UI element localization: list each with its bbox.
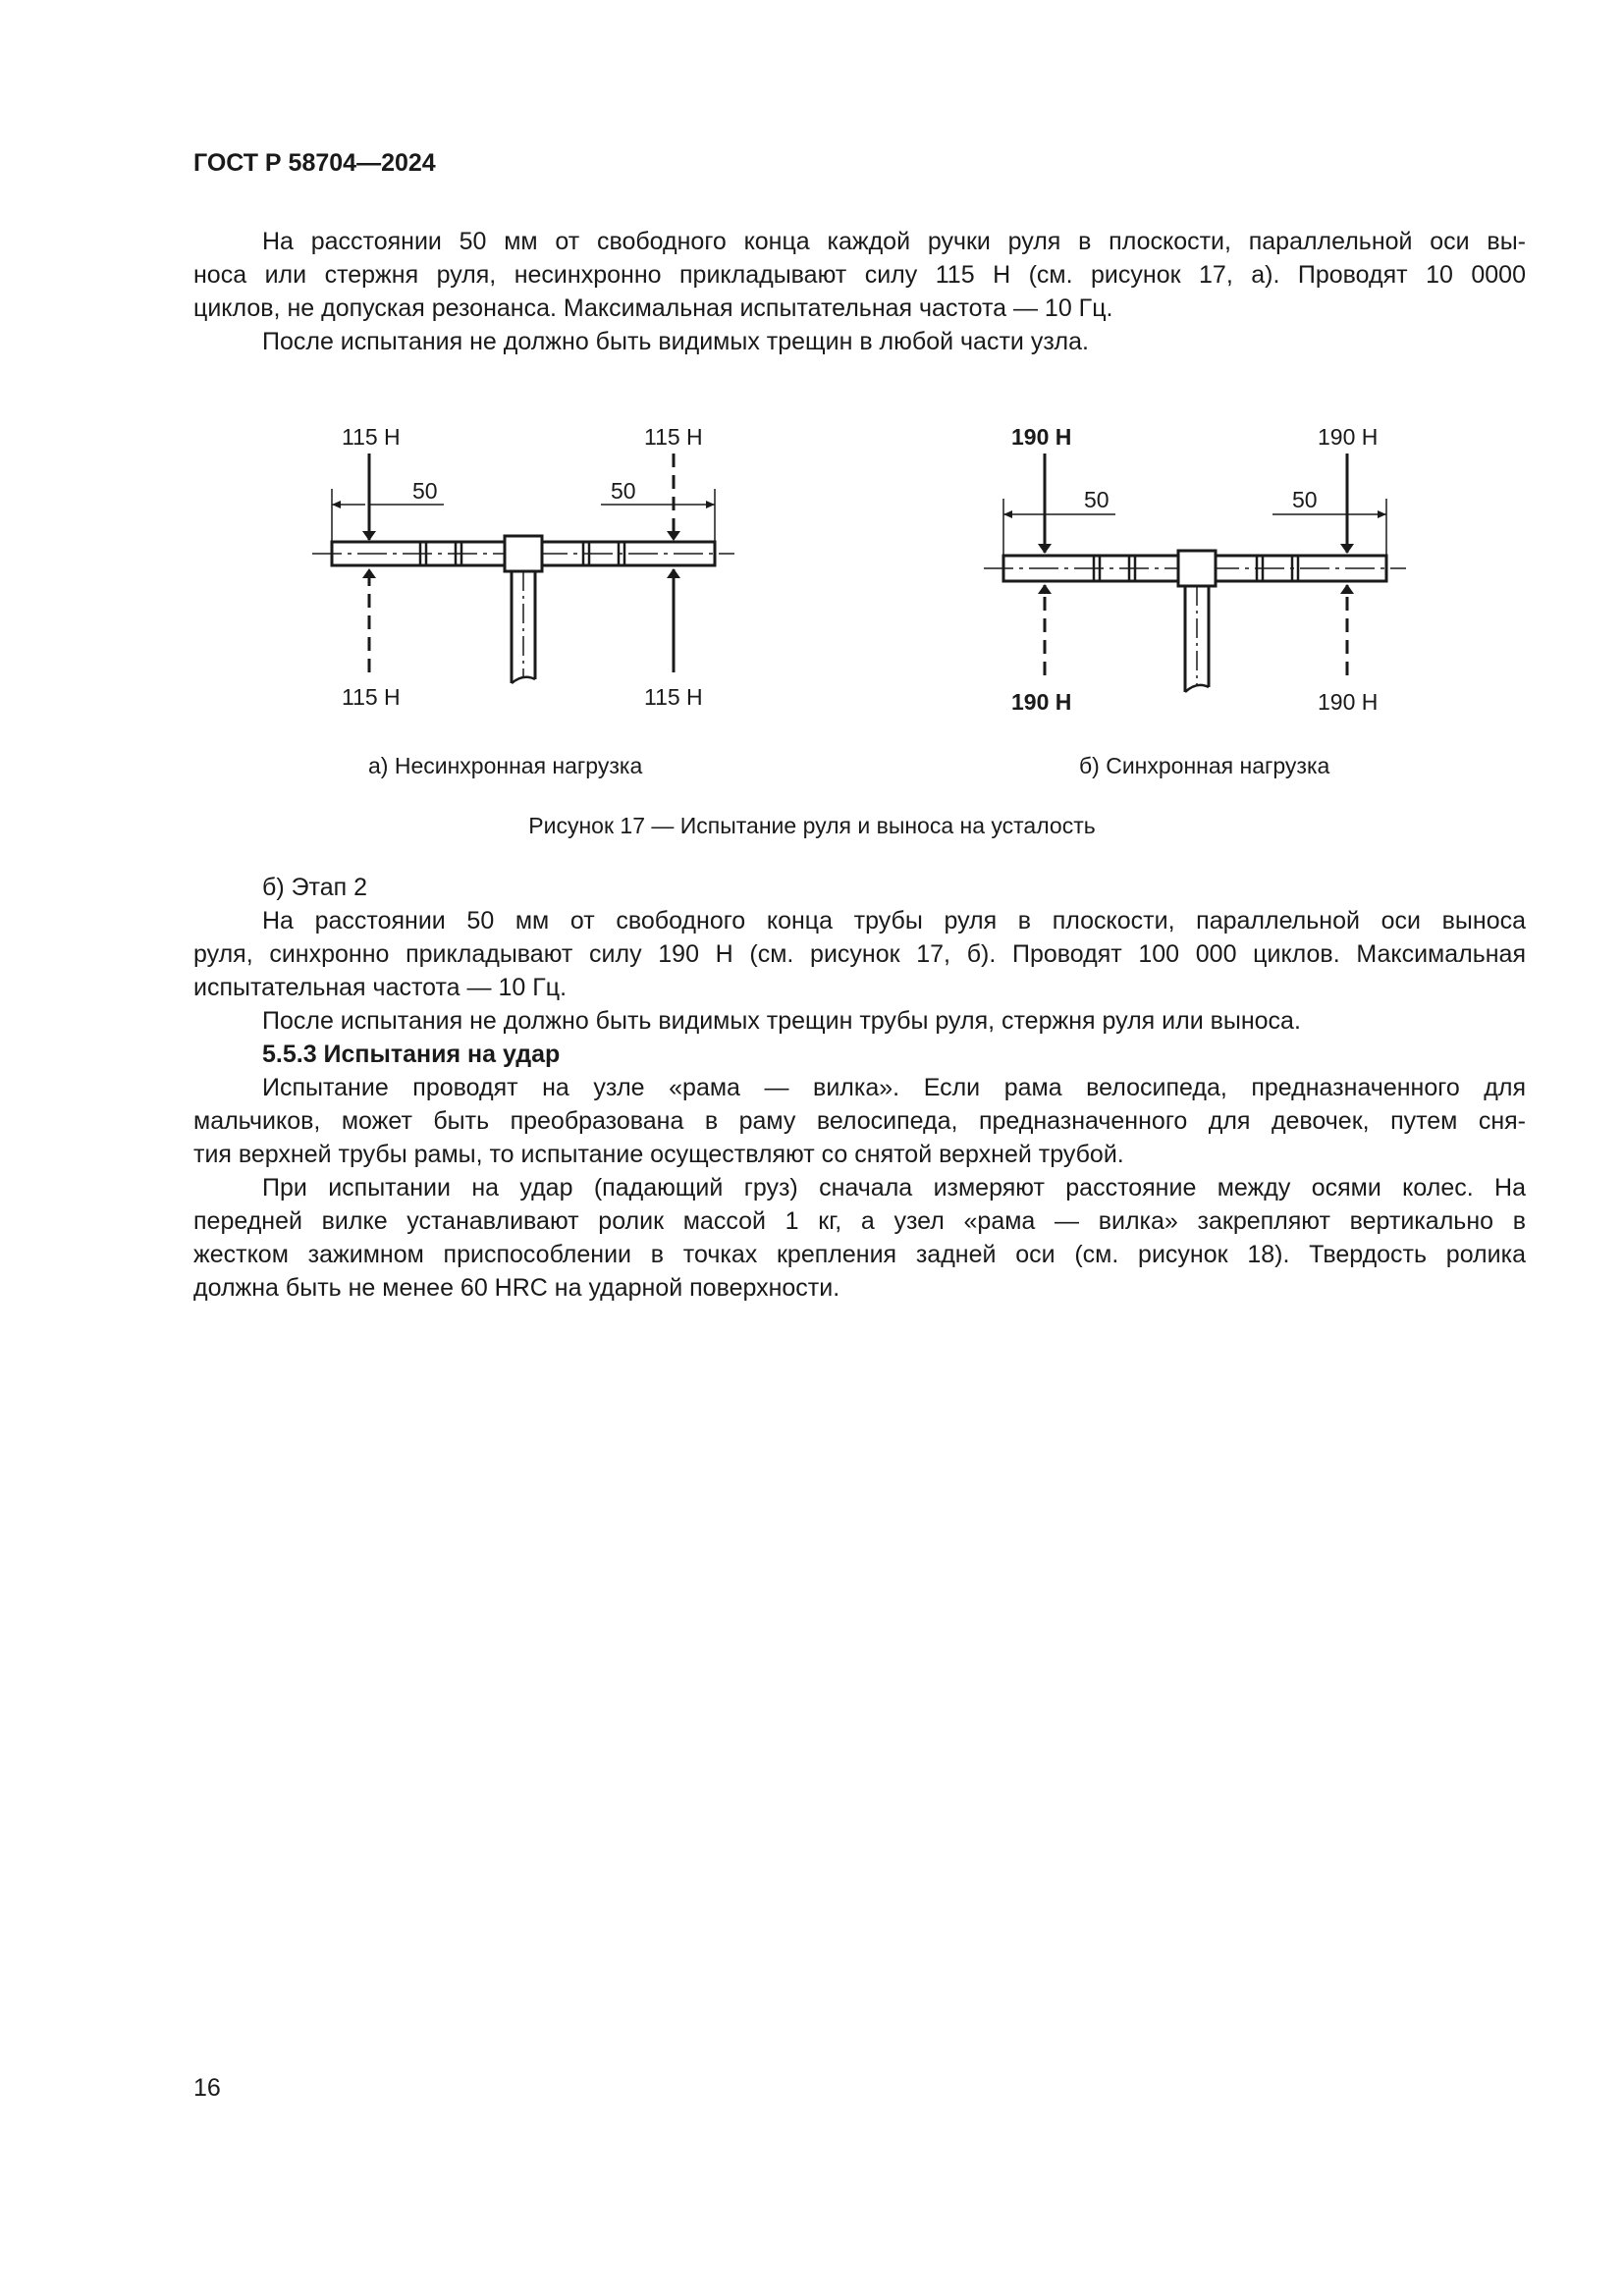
stem-clamp xyxy=(1178,551,1216,586)
section-p2-line-4: должна быть не менее 60 HRC на ударной поверхности. xyxy=(193,1274,840,1302)
diagram-synchronous xyxy=(984,454,1406,692)
subcaption-a: а) Несинхронная нагрузка xyxy=(368,753,643,778)
section-p1-line-2: мальчиков, может быть преобразована в раму велосипеда, предназначенного для девочек, путем сня- xyxy=(193,1107,1526,1135)
stage-2-line-2: руля, синхронно прикладывают силу 190 Н (см. рисунок 17, б). Проводят 100 000 циклов. Максимальная xyxy=(193,940,1526,968)
diagram-asynchronous xyxy=(312,454,734,683)
stage-2-paragraph xyxy=(193,904,1526,1004)
label-force-top-right: 190 Н xyxy=(1318,424,1379,450)
paragraph-2: После испытания не должно быть видимых трещин в любой части узла. xyxy=(262,328,1089,355)
section-p2-line-2: передней вилке устанавливают ролик массой 1 кг, а узел «рама — вилка» закрепляют вертикально в xyxy=(193,1207,1526,1235)
document-header: ГОСТ Р 58704—2024 xyxy=(193,149,436,177)
section-p1-line-1: Испытание проводят на узле «рама — вилка». Если рама велосипеда, предназначенного для xyxy=(262,1074,1526,1101)
figure-caption: Рисунок 17 — Испытание руля и выноса на усталость xyxy=(528,813,1096,838)
label-force-bottom-left: 115 Н xyxy=(342,684,401,710)
figure-17 xyxy=(0,0,1624,883)
label-dim-right: 50 xyxy=(1292,487,1318,512)
section-heading: 5.5.3 Испытания на удар xyxy=(262,1041,561,1068)
section-paragraph-2 xyxy=(193,1171,1526,1305)
section-p1-line-3: тия верхней трубы рамы, то испытание осуществляют со снятой верхней трубой. xyxy=(193,1141,1124,1168)
subcaption-b: б) Синхронная нагрузка xyxy=(1079,753,1330,778)
paragraph-1-line-3: циклов, не допуская резонанса. Максимальная испытательная частота — 10 Гц. xyxy=(193,294,1113,322)
stage-2-line-3: испытательная частота — 10 Гц. xyxy=(193,974,568,1001)
label-force-bottom-left: 190 Н xyxy=(1011,689,1072,715)
label-force-top-right: 115 Н xyxy=(644,424,703,450)
label-force-top-left: 190 Н xyxy=(1011,424,1072,450)
stage-2-title: б) Этап 2 xyxy=(262,874,368,901)
label-force-top-left: 115 Н xyxy=(342,424,401,450)
stage-2-after: После испытания не должно быть видимых трещин трубы руля, стержня руля или выноса. xyxy=(262,1007,1301,1035)
stage-2-line-1: На расстоянии 50 мм от свободного конца трубы руля в плоскости, параллельной оси выноса xyxy=(262,907,1526,934)
section-p2-line-3: жестком зажимном приспособлении в точках крепления задней оси (см. рисунок 18). Твердость ролика xyxy=(193,1241,1526,1268)
label-force-bottom-right: 190 Н xyxy=(1318,689,1379,715)
section-p2-line-1: При испытании на удар (падающий груз) сначала измеряют расстояние между осями колес. На xyxy=(262,1174,1526,1201)
label-dim-left: 50 xyxy=(1084,487,1110,512)
stem-clamp xyxy=(505,536,542,571)
section-paragraph-1 xyxy=(193,1071,1526,1171)
label-dim-left: 50 xyxy=(412,478,438,504)
paragraph-1-line-2: носа или стержня руля, несинхронно прикладывают силу 115 Н (см. рисунок 17, а). Проводят 10 0000 xyxy=(193,261,1526,289)
page-number: 16 xyxy=(193,2074,221,2102)
label-dim-right: 50 xyxy=(611,478,636,504)
paragraph-1-line-1: На расстоянии 50 мм от свободного конца каждой ручки руля в плоскости, параллельной оси вы- xyxy=(262,228,1526,255)
label-force-bottom-right: 115 Н xyxy=(644,684,703,710)
